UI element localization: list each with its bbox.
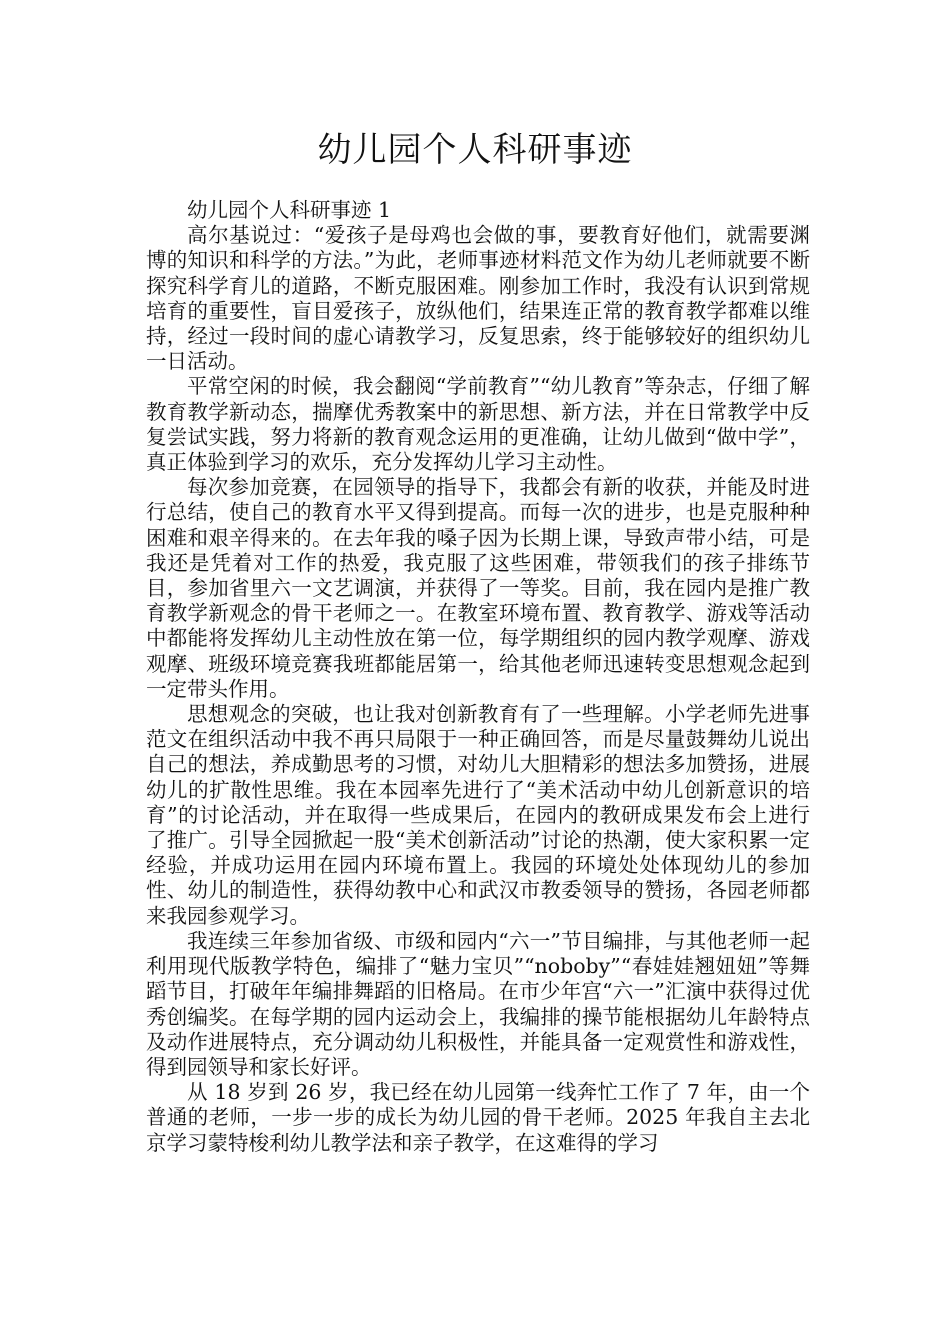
paragraph: 高尔基说过：“爱孩子是母鸡也会做的事，要教育好他们，就需要渊博的知识和科学的方法。”为此，老师事迹材料范文作为幼儿老师就要不断探究科学育儿的道路，不断克服困难。刚参加工作时，我没有认识到常规培育的重要性，盲目爱孩子，放纵他们，结果连正常的教育教学都难以维持，经过一段时间的虚心请教学习，反复思索，终于能够较好的组织幼儿一日活动。 bbox=[146, 223, 810, 374]
document-body bbox=[146, 198, 810, 1156]
paragraph: 从 18 岁到 26 岁，我已经在幼儿园第一线奔忙工作了 7 年，由一个普通的老师，一步一步的成长为幼儿园的骨干老师。2025 年我自主去北京学习蒙特梭利幼儿教学法和亲子教学，在这难得的学习 bbox=[146, 1080, 810, 1155]
paragraph: 每次参加竞赛，在园领导的指导下，我都会有新的收获，并能及时进行总结，使自己的教育水平又得到提高。而每一次的进步，也是克服种种困难和艰辛得来的。在去年我的嗓子因为长期上课，导致声带小结，可是我还是凭着对工作的热爱，我克服了这些困难，带领我们的孩子排练节目，参加省里六一文艺调演，并获得了一等奖。目前，我在园内是推广教育教学新观念的骨干老师之一。在教室环境布置、教育教学、游戏等活动中都能将发挥幼儿主动性放在第一位，每学期组织的园内教学观摩、游戏观摩、班级环境竞赛我班都能居第一，给其他老师迅速转变思想观念起到一定带头作用。 bbox=[146, 475, 810, 701]
paragraph: 我连续三年参加省级、市级和园内“六一”节目编排，与其他老师一起利用现代版教学特色，编排了“魅力宝贝”“noboby”“春娃娃翘妞妞”等舞蹈节目，打破年年编排舞蹈的旧格局。在市少年宫“六一”汇演中获得过优秀创编奖。在每学期的园内运动会上，我编排的操节能根据幼儿年龄特点及动作进展特点，充分调动幼儿积极性，并能具备一定观赏性和游戏性，得到园领导和家长好评。 bbox=[146, 928, 810, 1079]
paragraph: 思想观念的突破，也让我对创新教育有了一些理解。小学老师先进事范文在组织活动中我不再只局限于一种正确回答，而是尽量鼓舞幼儿说出自己的想法，养成勤思考的习惯，对幼儿大胆精彩的想法多加赞扬，进展幼儿的扩散性思维。我在本园率先进行了“美术活动中幼儿创新意识的培育”的讨论活动，并在取得一些成果后，在园内的教研成果发布会上进行了推广。引导全园掀起一股“美术创新活动”讨论的热潮，使大家积累一定经验，并成功运用在园内环境布置上。我园的环境处处体现幼儿的参加性、幼儿的制造性，获得幼教中心和武汉市教委领导的赞扬，各园老师都来我园参观学习。 bbox=[146, 702, 810, 928]
document-title: 幼儿园个人科研事迹 bbox=[317, 130, 633, 170]
section-subheading: 幼儿园个人科研事迹 1 bbox=[187, 198, 392, 222]
paragraph: 平常空闲的时候，我会翻阅“学前教育”“幼儿教育”等杂志，仔细了解教育教学新动态，揣摩优秀教案中的新思想、新方法，并在日常教学中反复尝试实践，努力将新的教育观念运用的更准确，让幼儿做到“做中学”，真正体验到学习的欢乐，充分发挥幼儿学习主动性。 bbox=[146, 374, 810, 475]
